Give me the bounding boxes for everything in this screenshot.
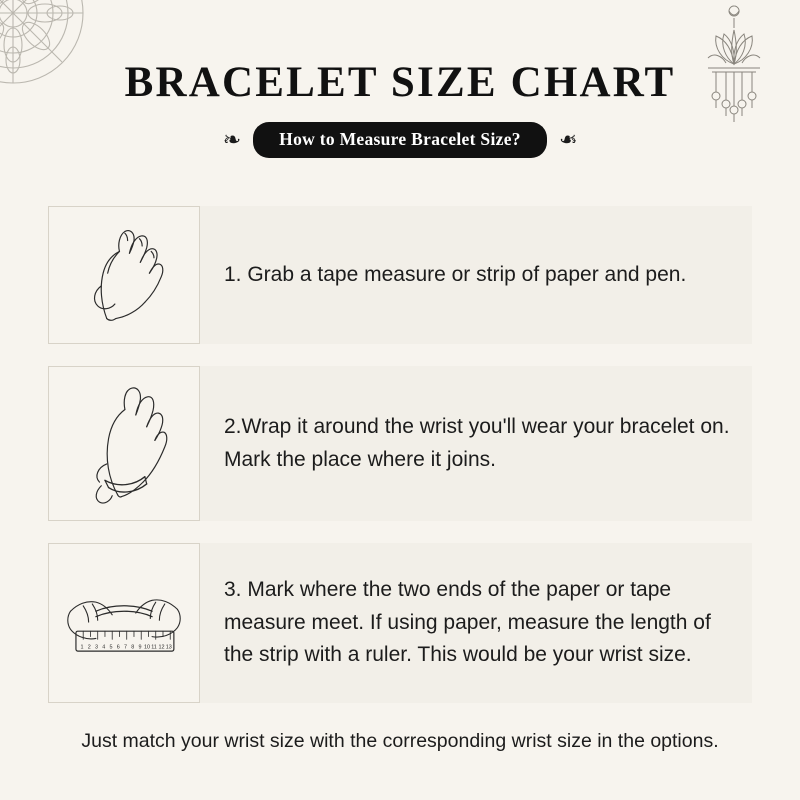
flourish-left-icon: ❧: [222, 127, 242, 152]
step-2-figure: [48, 366, 200, 521]
step-1-text: [200, 206, 752, 344]
footer-note: Just match your wrist size with the corresponding wrist size in the options.: [81, 730, 719, 752]
subtitle-row: [0, 122, 800, 158]
page-title: BRACELET SIZE CHART: [124, 59, 676, 106]
step-2-text: [200, 366, 752, 521]
step-2-label: 2.Wrap it around the wrist you'll wear your bracelet on. Mark the place where it joins.: [224, 414, 730, 471]
step-3-text: [200, 543, 752, 703]
list-item: [48, 206, 752, 344]
flourish-right-icon: ❧: [558, 127, 578, 152]
list-item: [48, 543, 752, 703]
step-3-label: 3. Mark where the two ends of the paper or tape measure meet. If using paper, measure the length of the strip with a ruler. This would be your wrist size.: [224, 578, 711, 667]
svg-text:9: 9: [138, 644, 142, 651]
step-3-figure: [48, 543, 200, 703]
step-1-label: 1. Grab a tape measure or strip of paper and pen.: [224, 262, 687, 286]
svg-text:13: 13: [165, 644, 172, 651]
svg-text:12: 12: [158, 644, 165, 651]
steps-list: [48, 206, 752, 703]
svg-text:10: 10: [143, 644, 151, 651]
svg-text:2: 2: [87, 644, 91, 651]
step-1-figure: [48, 206, 200, 344]
svg-text:6: 6: [116, 644, 120, 651]
svg-text:5: 5: [109, 644, 113, 651]
svg-text:3: 3: [94, 644, 99, 651]
svg-text:8: 8: [131, 644, 135, 651]
svg-text:11: 11: [151, 644, 157, 651]
svg-text:4: 4: [102, 644, 106, 651]
list-item: [48, 366, 752, 521]
subtitle-pill: How to Measure Bracelet Size?: [253, 122, 547, 158]
svg-text:7: 7: [124, 644, 128, 651]
svg-text:1: 1: [80, 644, 84, 651]
